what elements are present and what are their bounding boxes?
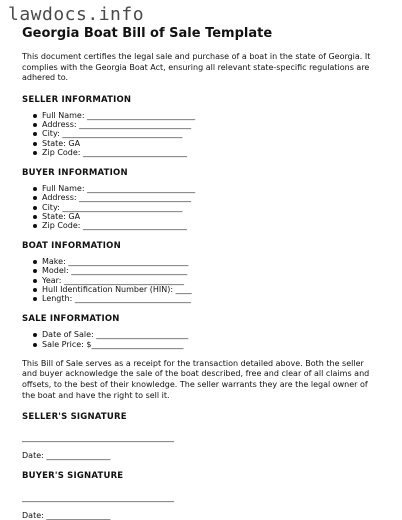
seller-signature-section [22,412,374,460]
buyer-fields [22,184,374,230]
boat-hin-field: Hull Identification Number (HIN): ____ [32,285,374,294]
boat-length-field: Length: _____________________________ [32,294,374,303]
seller-zip-field: Zip Code: __________________________ [32,148,374,157]
seller-full-name-field: Full Name: ___________________________ [32,111,374,120]
boat-section [22,241,374,303]
boat-fields [22,257,374,303]
seller-signature-heading: SELLER'S SIGNATURE [22,412,127,423]
sale-heading: SALE INFORMATION [22,314,120,325]
buyer-city-field: City: ______________________________ [32,203,374,212]
seller-address-field: Address: ____________________________ [32,120,374,129]
buyer-full-name-field: Full Name: ___________________________ [32,184,374,193]
boat-make-field: Make: ______________________________ [32,257,374,266]
statement-paragraph: This Bill of Sale serves as a receipt for the transaction detailed above. Both the seller and buyer acknowledge the sale of the boat described, free and clear of all claims and offsets, to the best of their knowledge. The seller warrants they are the legal owner of the boat and have the right to sell it. [22,358,370,400]
seller-date-line: Date: ________________ [22,451,111,461]
sale-fields [22,330,374,348]
seller-section [22,95,374,157]
buyer-state-field: State: GA [32,212,374,221]
seller-state-field: State: GA [32,139,374,148]
sale-date-field: Date of Sale: _______________________ [32,330,374,339]
buyer-address-field: Address: ____________________________ [32,193,374,202]
seller-city-field: City: ______________________________ [32,129,374,138]
buyer-signature-heading: BUYER'S SIGNATURE [22,471,124,482]
sale-price-field: Sale Price: $_______________________ [32,340,374,349]
document-title: Georgia Boat Bill of Sale Template [22,26,273,41]
seller-heading: SELLER INFORMATION [22,94,132,105]
sale-section [22,314,374,349]
seller-fields [22,111,374,157]
boat-year-field: Year: ______________________________ [32,276,374,285]
seller-signature-line: ______________________________________ [22,433,174,443]
buyer-signature-line: ______________________________________ [22,492,174,502]
buyer-section [22,168,374,230]
buyer-date-line: Date: ________________ [22,510,111,520]
buyer-signature-section [22,471,374,519]
site-watermark: lawdocs.info [8,4,145,25]
boat-heading: BOAT INFORMATION [22,241,121,252]
intro-paragraph: This document certifies the legal sale and purchase of a boat in the state of Georgia. It complies with the Georgia Boat Act, ensuring all relevant state-specific regulations are adhered to. [22,51,371,83]
boat-model-field: Model: _____________________________ [32,266,374,275]
buyer-heading: BUYER INFORMATION [22,167,128,178]
buyer-zip-field: Zip Code: __________________________ [32,221,374,230]
document-page [22,22,374,520]
